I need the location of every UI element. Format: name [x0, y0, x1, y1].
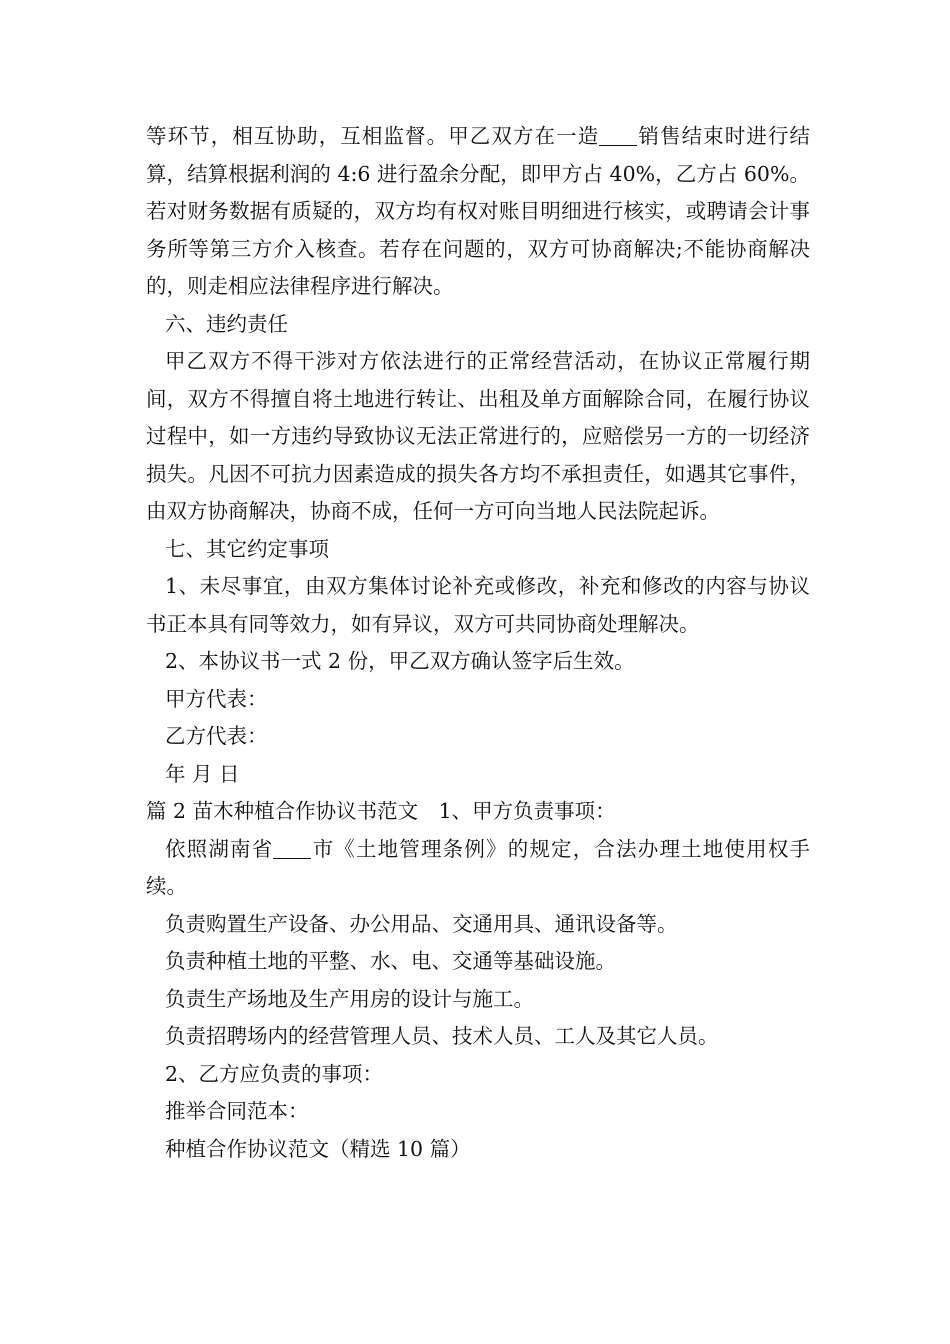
breach-paragraph: 甲乙双方不得干涉对方依法进行的正常经营活动，在协议正常履行期间，双方不得擅自将土地进行转让、出租及单方面解除合同，在履行协议过程中，如一方违约导致协议无法正常进行的，应赔偿另一方的一切经济损失。凡因不可抗力因素造成的损失各方均不承担责任，如遇其它事件，由双方协商解决，协商不成，任何一方可向当地人民法院起诉。 — [146, 349, 810, 523]
other-item-2: 2、本协议书一式 2 份，甲乙双方确认签字后生效。 — [165, 649, 635, 673]
land-permit-text-rest: 市《土地管理条例》的规定，合法办理土地使用权手续。 — [146, 836, 811, 898]
party-b-duties-heading: 2、乙方应负责的事项： — [165, 1061, 384, 1086]
settlement-text-rest: 销售结束时进行结算，结算根据利润的 4:6 进行盈余分配，即甲方占 40%，乙方占 60%。若对财务数据有质疑的，双方均有权对账目明细进行核实，或聘请会计事务所等第三方介入核查。若存在问题的，双方可协商解决;不能协商解决的，则走相应法律程序进行解决。 — [146, 124, 811, 298]
article-2-heading: 篇 2 苗木种植合作协议书范文 1、甲方负责事项： — [146, 799, 616, 823]
document-page — [146, 118, 810, 1168]
signature-date: 年 月 日 — [165, 761, 240, 786]
duty-staffing: 负责招聘场内的经营管理人员、技术人员、工人及其它人员。 — [165, 1024, 719, 1048]
recommended-template-title: 种植合作协议范文（精选 10 篇） — [165, 1136, 471, 1161]
party-b-signature: 乙方代表： — [165, 724, 268, 748]
party-a-signature: 甲方代表： — [165, 686, 268, 711]
blank-underline — [599, 125, 637, 147]
settlement-text-start: 等环节，相互协助，互相监督。甲乙双方在一造 — [146, 124, 600, 148]
duty-construction: 负责生产场地及生产用房的设计与施工。 — [165, 986, 534, 1011]
section-heading-other: 七、其它约定事项 — [165, 536, 329, 561]
duty-equipment: 负责购置生产设备、办公用品、交通用具、通讯设备等。 — [165, 911, 678, 936]
other-item-1: 1、未尽事宜，由双方集体讨论补充或修改，补充和修改的内容与协议书正本具有同等效力，如有异议，双方可共同协商处理解决。 — [146, 574, 810, 636]
section-heading-breach: 六、违约责任 — [165, 311, 288, 336]
settlement-paragraph — [146, 118, 810, 306]
blank-underline — [273, 837, 311, 859]
recommended-templates-label: 推举合同范本： — [165, 1099, 309, 1123]
land-permit-text-start: 依照湖南省 — [165, 836, 274, 861]
duty-infrastructure: 负责种植土地的平整、水、电、交通等基础设施。 — [165, 949, 616, 973]
land-permit-paragraph — [146, 831, 810, 906]
